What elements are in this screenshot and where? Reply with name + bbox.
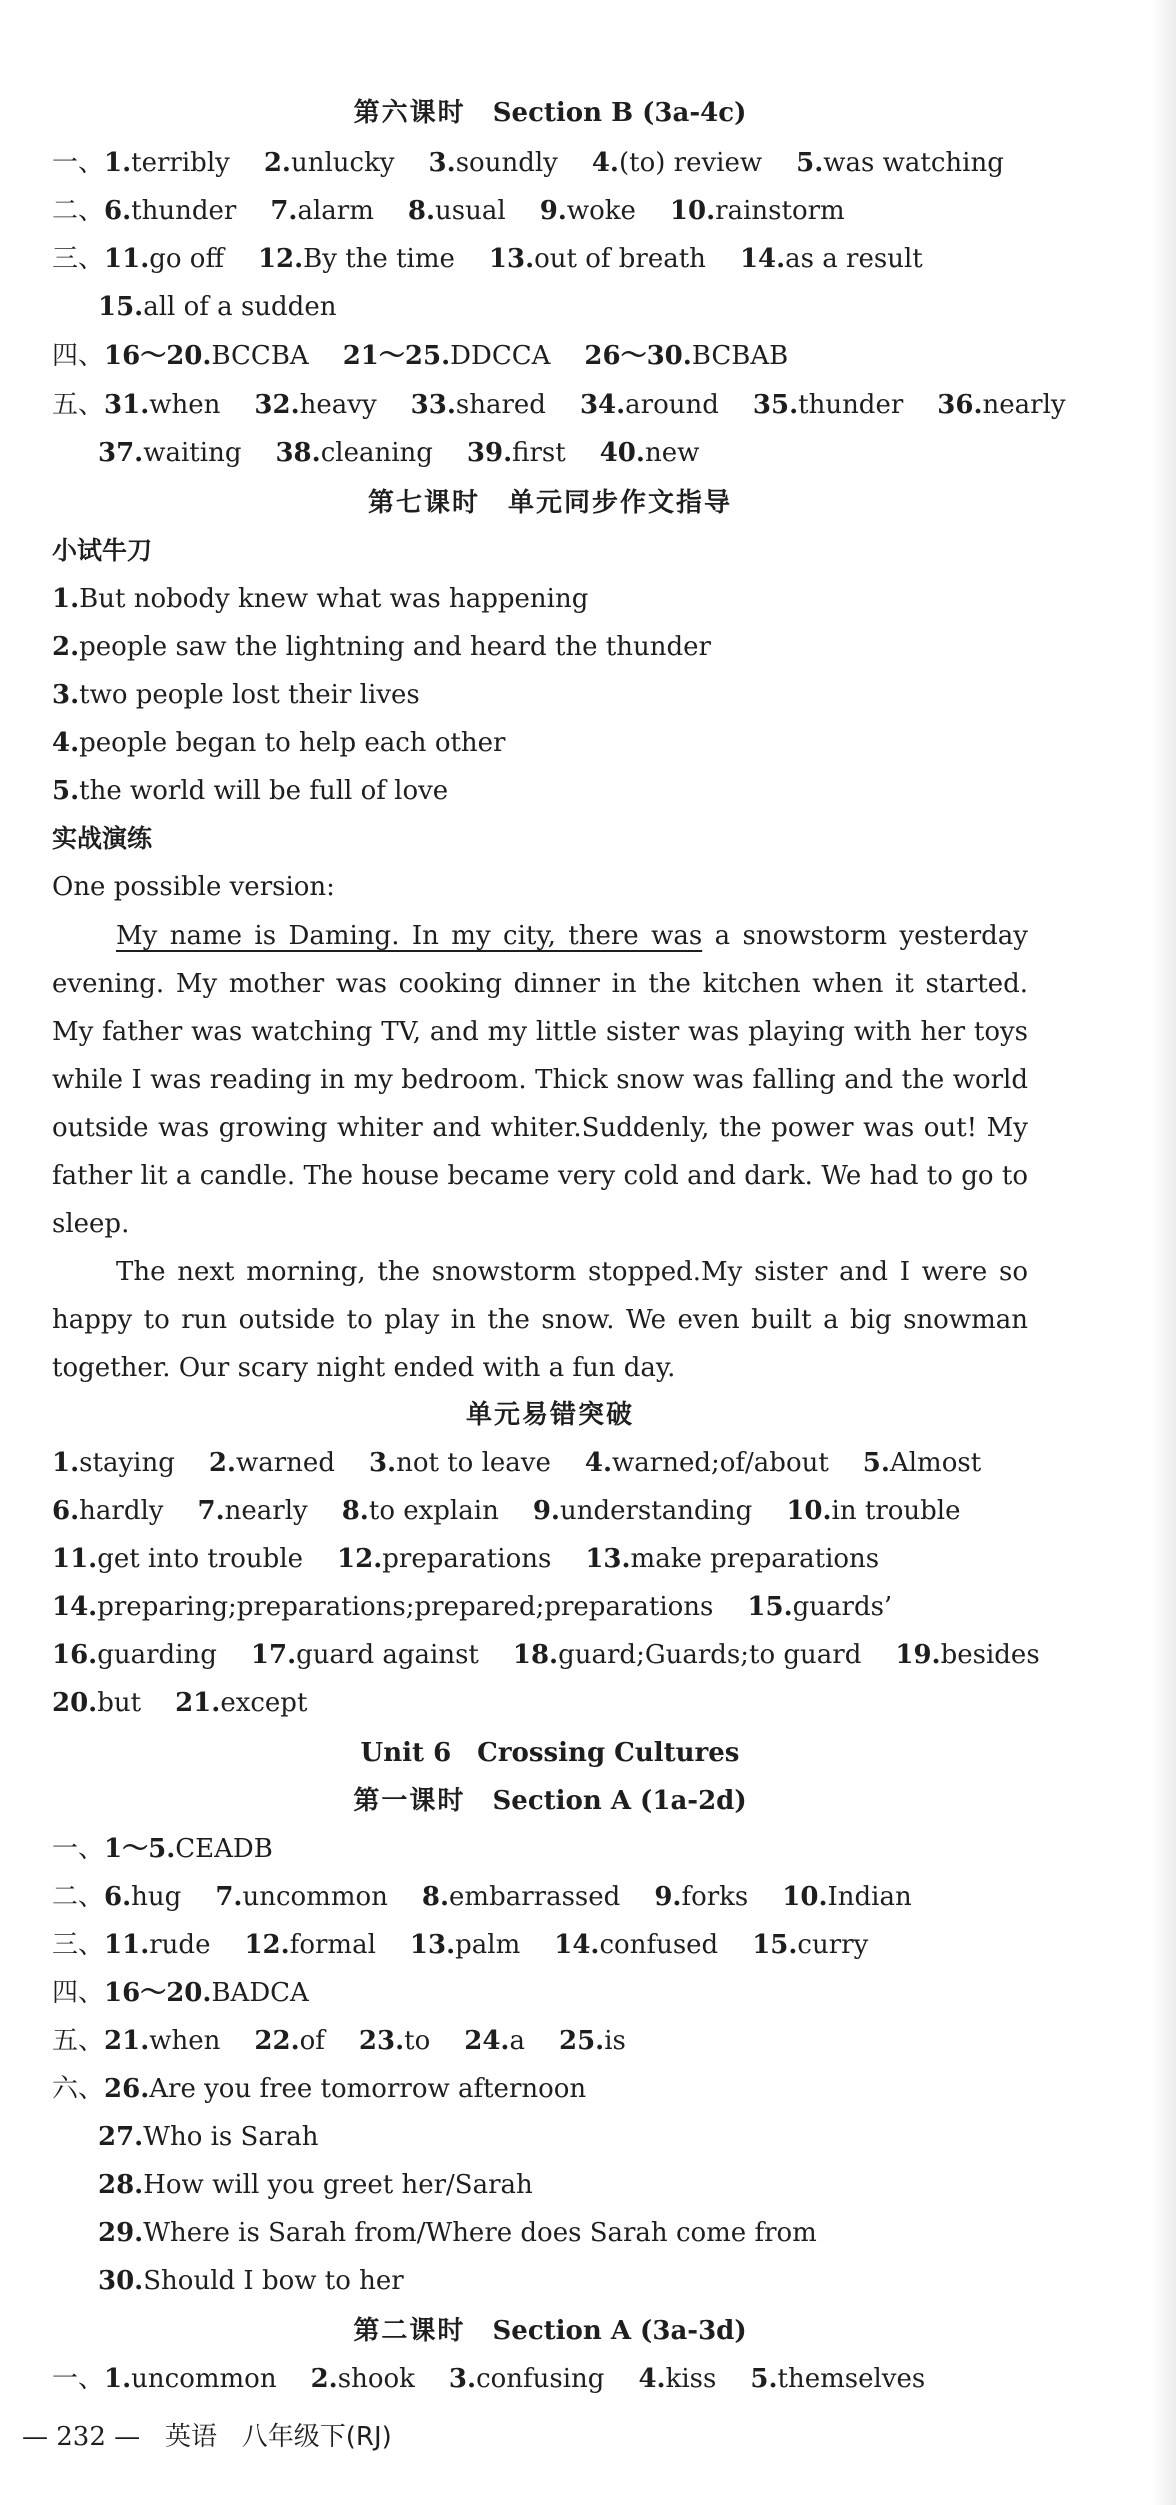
answer-text: warned;of/about: [612, 1448, 829, 1478]
answer-item: [104, 2074, 586, 2104]
answer-text: hardly: [79, 1496, 164, 1526]
part-label: 六、: [52, 2074, 105, 2104]
question-number: 38.: [275, 438, 321, 468]
question-number: 1.: [104, 148, 132, 178]
part-label: 一、: [52, 1834, 105, 1864]
question-number: 15.: [747, 1592, 793, 1622]
answer-row: [52, 146, 1004, 180]
answer-item: [52, 1544, 303, 1574]
page-edge-shadow: [1152, 0, 1176, 2505]
answer-item: [98, 2170, 533, 2200]
answer-row: [52, 339, 788, 373]
answer-text: understanding: [559, 1496, 753, 1526]
answer-text: to explain: [368, 1496, 499, 1526]
answer-item: [264, 148, 395, 178]
answer-text: Are you free tomorrow afternoon: [149, 2074, 587, 2104]
answer-item: [254, 390, 376, 420]
answer-item: [747, 1592, 892, 1622]
question-number: 13.: [488, 244, 535, 274]
page-number: — 232 —: [22, 2422, 141, 2452]
answer-text: was watching: [823, 148, 1004, 178]
answer-text: make preparations: [630, 1544, 880, 1574]
answer-item: [52, 1496, 163, 1526]
part-label: 五、: [52, 390, 105, 420]
answer-row: [52, 1542, 879, 1576]
answer-item: [251, 1640, 479, 1670]
part-label: 一、: [52, 148, 105, 178]
question-number: 26～30.: [584, 341, 692, 371]
answer-text: guards’: [792, 1592, 893, 1622]
question-number: 28.: [98, 2170, 144, 2200]
answer-item: [104, 1834, 273, 1864]
part-label: 二、: [52, 1882, 105, 1912]
question-number: 8.: [407, 196, 436, 226]
answer-text: Indian: [827, 1882, 912, 1912]
question-number: 10.: [782, 1882, 828, 1912]
answer-item: [337, 1544, 551, 1574]
list-item: 3.two people lost their lives: [52, 680, 420, 710]
answer-text: guarding: [97, 1640, 217, 1670]
part-label: 四、: [52, 1978, 105, 2008]
answer-item: [533, 1496, 753, 1526]
answer-text: Almost: [889, 1448, 982, 1478]
answer-item: [215, 1882, 388, 1912]
question-number: 2.: [263, 148, 291, 178]
section-title-u6s2: 第二课时 Section A (3a-3d): [353, 2316, 747, 2346]
answer-item: [411, 390, 546, 420]
answer-text: out of breath: [534, 244, 706, 274]
answer-row: [98, 2216, 817, 2250]
question-number: 19.: [895, 1640, 941, 1670]
question-number: 4.: [638, 2364, 666, 2394]
question-number: 6.: [104, 196, 132, 226]
list-item: 1.But nobody knew what was happening: [52, 584, 589, 614]
list-item: 4.people began to help each other: [52, 728, 506, 758]
answer-text: preparing;preparations;prepared;preparations: [97, 1592, 714, 1622]
question-number: 11.: [52, 1544, 98, 1574]
answer-item: [98, 438, 241, 468]
question-number: 17.: [250, 1640, 297, 1670]
answer-text: preparations: [382, 1544, 552, 1574]
answer-row: [52, 1638, 1040, 1672]
answer-item: [740, 244, 923, 274]
question-number: 2.: [310, 2364, 338, 2394]
question-number: 5.: [796, 148, 824, 178]
answer-item: [98, 2266, 404, 2296]
question-number: 21～25.: [342, 341, 451, 371]
answer-item: [104, 341, 309, 371]
part-label: 五、: [52, 2026, 105, 2056]
answer-row: [52, 1976, 309, 2010]
answer-text: unlucky: [290, 148, 395, 178]
question-number: 36.: [937, 390, 983, 420]
answer-item: [782, 1882, 911, 1912]
answer-item: [937, 390, 1065, 420]
answer-text: formal: [289, 1930, 376, 1960]
answer-row: [52, 1832, 273, 1866]
question-number: 12.: [257, 244, 304, 274]
question-number: 1.: [104, 2364, 132, 2394]
answer-text: Should I bow to her: [143, 2266, 404, 2296]
answer-item: [244, 1930, 375, 1960]
answer-item: [175, 1688, 307, 1718]
question-number: 21.: [104, 2026, 150, 2056]
answer-text: BADCA: [211, 1978, 309, 2008]
question-number: 13.: [409, 1930, 456, 1960]
question-number: 15.: [752, 1930, 798, 1960]
answer-row: [52, 1494, 961, 1528]
answer-text: shared: [455, 390, 546, 420]
answer-text: palm: [455, 1930, 521, 1960]
answer-text: besides: [940, 1640, 1040, 1670]
answer-item: [369, 1448, 551, 1478]
answer-item: [422, 1882, 620, 1912]
answer-item: [753, 390, 903, 420]
answer-item: [254, 2026, 325, 2056]
section-title-7: 第七课时 单元同步作文指导: [367, 488, 732, 518]
question-number: 4.: [584, 1448, 613, 1478]
answer-item: [750, 2364, 925, 2394]
question-number: 22.: [254, 2026, 300, 2056]
answer-text: all of a sudden: [143, 292, 337, 322]
answer-item: [104, 2026, 220, 2056]
answer-text: nearly: [224, 1496, 308, 1526]
answer-item: [449, 2364, 605, 2394]
question-number: 6.: [104, 1882, 132, 1912]
answer-item: [197, 1496, 307, 1526]
answer-item: [258, 244, 455, 274]
question-number: 25.: [559, 2026, 605, 2056]
subheading-try: 小试牛刀: [52, 536, 153, 565]
answer-item: [580, 390, 719, 420]
answer-text: Who is Sarah: [143, 2122, 319, 2152]
question-number: 23.: [358, 2026, 405, 2056]
answer-item: [359, 2026, 430, 2056]
answer-text: warned: [236, 1448, 335, 1478]
answer-item: [654, 1882, 748, 1912]
answer-row: [52, 1880, 912, 1914]
question-number: 39.: [466, 438, 513, 468]
part-label: 四、: [52, 341, 105, 371]
part-label: 三、: [52, 244, 105, 274]
question-number: 14.: [739, 244, 786, 274]
question-number: 34.: [579, 390, 626, 420]
answer-item: [464, 2026, 525, 2056]
answer-item: [98, 2218, 817, 2248]
list-item: 2.people saw the lightning and heard the thunder: [52, 632, 711, 662]
answer-text: thunder: [131, 196, 237, 226]
answer-text: soundly: [455, 148, 558, 178]
answer-text: BCCBA: [211, 341, 309, 371]
answer-text: themselves: [777, 2364, 926, 2394]
answer-item: [275, 438, 432, 468]
answer-text: uncommon: [131, 2364, 277, 2394]
answer-text: shook: [337, 2364, 415, 2394]
question-number: 3.: [428, 148, 456, 178]
question-number: 16～20.: [104, 341, 212, 371]
answer-item: [209, 1448, 335, 1478]
answer-text: is: [604, 2026, 626, 2056]
part-label: 三、: [52, 1930, 105, 1960]
answer-item: [429, 148, 558, 178]
answer-row: [52, 1686, 307, 1720]
answer-item: [410, 1930, 520, 1960]
answer-item: [752, 1930, 868, 1960]
answer-item: [513, 1640, 861, 1670]
answer-text: CEADB: [175, 1834, 273, 1864]
answer-text: of: [299, 2026, 325, 2056]
answer-text: How will you greet her/Sarah: [143, 2170, 533, 2200]
essay-intro: One possible version:: [52, 872, 335, 902]
question-number: 24.: [464, 2026, 510, 2056]
list-item: 5.the world will be full of love: [52, 776, 449, 806]
essay-paragraph-1: My name is Daming. In my city, there was a snowstorm yesterday evening. My mother was cooking dinner in the kitchen when it started. My father was watching TV, and my little sister was playing with her toys while I was reading in my bedroom. Thick snow was falling and the world outside was growing whiter and whiter.Suddenly, the power was out! My father lit a candle. The house became very cold and dark. We had to go to sleep.: [52, 921, 1028, 1239]
answer-item: [592, 148, 762, 178]
answer-text: cleaning: [320, 438, 433, 468]
answer-text: alarm: [297, 196, 374, 226]
answer-text: get into trouble: [97, 1544, 304, 1574]
question-number: 8.: [341, 1496, 369, 1526]
answer-text: to: [404, 2026, 431, 2056]
answer-item: [52, 1448, 175, 1478]
answer-item: [270, 196, 374, 226]
answer-item: [104, 390, 220, 420]
question-number: 26.: [104, 2074, 150, 2104]
page-footer: [22, 2416, 392, 2453]
answer-text: embarrassed: [449, 1882, 621, 1912]
answer-text: usual: [435, 196, 506, 226]
answer-text: (to) review: [619, 148, 763, 178]
question-number: 3.: [368, 1448, 397, 1478]
answer-item: [311, 2364, 415, 2394]
answer-row: [52, 1446, 981, 1480]
answer-item: [52, 1640, 217, 1670]
answer-row: [52, 1590, 892, 1624]
answer-item: [52, 1592, 713, 1622]
question-number: 9.: [654, 1882, 682, 1912]
answer-item: [342, 1496, 499, 1526]
answer-text: waiting: [143, 438, 242, 468]
answer-item: [343, 341, 551, 371]
answer-text: forks: [681, 1882, 749, 1912]
answer-item: [104, 1930, 210, 1960]
answer-item: [104, 244, 224, 274]
question-number: 9.: [539, 196, 567, 226]
answer-row: [52, 194, 845, 228]
question-number: 37.: [98, 438, 144, 468]
question-number: 2.: [208, 1448, 236, 1478]
answer-item: [585, 1544, 879, 1574]
answer-text: confusing: [476, 2364, 605, 2394]
answer-item: [104, 196, 236, 226]
section-title-errors: 单元易错突破: [465, 1400, 634, 1430]
question-number: 5.: [862, 1448, 890, 1478]
answer-row: [52, 1928, 868, 1962]
answer-row: [98, 2120, 319, 2154]
answer-text: rainstorm: [715, 196, 845, 226]
answer-item: [104, 1882, 181, 1912]
question-number: 11.: [104, 244, 150, 274]
answer-item: [585, 1448, 829, 1478]
answer-text: rude: [149, 1930, 211, 1960]
question-number: 16～20.: [104, 1978, 212, 2008]
answer-text: as a result: [785, 244, 923, 274]
answer-text: Where is Sarah from/Where does Sarah come from: [143, 2218, 817, 2248]
grade-label: 八年级下(RJ): [241, 2422, 392, 2452]
answer-item: [638, 2364, 716, 2394]
subheading-practice: 实战演练: [52, 824, 153, 853]
question-number: 11.: [104, 1930, 150, 1960]
answer-row: [52, 2362, 925, 2396]
answer-text: first: [512, 438, 566, 468]
answer-text: guard;Guards;to guard: [558, 1640, 862, 1670]
answer-item: [104, 2364, 277, 2394]
answer-text: go off: [149, 244, 224, 274]
question-number: 14.: [52, 1592, 98, 1622]
answer-item: [104, 1978, 309, 2008]
answer-text: around: [625, 390, 719, 420]
answer-item: [489, 244, 706, 274]
answer-text: in trouble: [831, 1496, 961, 1526]
answer-text: curry: [797, 1930, 869, 1960]
answer-item: [408, 196, 506, 226]
answer-row: [52, 2024, 626, 2058]
answer-item: [98, 2122, 319, 2152]
answer-text: kiss: [665, 2364, 717, 2394]
answer-text: By the time: [303, 244, 455, 274]
question-number: 18.: [512, 1640, 559, 1670]
answer-text: uncommon: [242, 1882, 388, 1912]
question-number: 12.: [337, 1544, 383, 1574]
answer-text: BCBAB: [691, 341, 789, 371]
subject-label: 英语: [164, 2422, 217, 2452]
question-number: 20.: [52, 1688, 98, 1718]
answer-row: [98, 2264, 404, 2298]
answer-item: [98, 292, 336, 322]
section-title-u6s1: 第一课时 Section A (1a-2d): [353, 1786, 747, 1816]
question-number: 3.: [448, 2364, 477, 2394]
question-number: 13.: [585, 1544, 631, 1574]
answer-text: nearly: [982, 390, 1066, 420]
question-number: 5.: [750, 2364, 778, 2394]
answer-item: [863, 1448, 981, 1478]
answer-text: confused: [599, 1930, 719, 1960]
part-label: 一、: [52, 2364, 105, 2394]
answer-text: woke: [566, 196, 636, 226]
answer-text: not to leave: [396, 1448, 551, 1478]
question-number: 16.: [52, 1640, 98, 1670]
question-number: 7.: [270, 196, 298, 226]
answer-item: [559, 2026, 626, 2056]
answer-row: [52, 242, 923, 276]
answer-text: DDCCA: [450, 341, 551, 371]
unit-title: Unit 6 Crossing Cultures: [360, 1738, 740, 1768]
question-number: 32.: [254, 390, 300, 420]
answer-text: when: [149, 390, 221, 420]
answer-text: new: [644, 438, 700, 468]
question-number: 14.: [554, 1930, 600, 1960]
answer-text: guard against: [296, 1640, 479, 1670]
answer-item: [786, 1496, 960, 1526]
question-number: 10.: [786, 1496, 832, 1526]
answer-item: [584, 341, 788, 371]
question-number: 7.: [197, 1496, 225, 1526]
answer-text: hug: [131, 1882, 182, 1912]
question-number: 1～5.: [104, 1834, 176, 1864]
question-number: 35.: [752, 390, 799, 420]
answer-item: [554, 1930, 718, 1960]
answer-text: staying: [79, 1448, 175, 1478]
answer-text: a: [509, 2026, 525, 2056]
question-number: 31.: [104, 390, 150, 420]
answer-text: when: [149, 2026, 221, 2056]
question-number: 21.: [175, 1688, 221, 1718]
answer-item: [540, 196, 636, 226]
question-number: 29.: [98, 2218, 144, 2248]
answer-row: [98, 2168, 533, 2202]
answer-row: [52, 388, 1066, 422]
answer-text: except: [220, 1688, 308, 1718]
question-number: 33.: [410, 390, 456, 420]
essay-paragraph-2: The next morning, the snowstorm stopped.My sister and I were so happy to run outside to play in the snow. We even built a big snowman together. Our scary night ended with a fun day.: [52, 1257, 1028, 1383]
part-label: 二、: [52, 196, 105, 226]
answer-item: [600, 438, 700, 468]
question-number: 6.: [52, 1496, 80, 1526]
question-number: 15.: [98, 292, 144, 322]
answer-item: [670, 196, 845, 226]
question-number: 10.: [669, 196, 716, 226]
answer-text: but: [97, 1688, 142, 1718]
answer-item: [895, 1640, 1039, 1670]
answer-item: [52, 1688, 141, 1718]
answer-item: [467, 438, 566, 468]
answer-row: [98, 290, 336, 324]
question-number: 4.: [591, 148, 619, 178]
answer-text: terribly: [131, 148, 230, 178]
question-number: 12.: [244, 1930, 290, 1960]
answer-row: [52, 2072, 586, 2106]
answer-text: thunder: [798, 390, 904, 420]
answer-row: [98, 436, 699, 470]
answer-text: heavy: [299, 390, 377, 420]
answer-item: [796, 148, 1004, 178]
question-number: 8.: [421, 1882, 450, 1912]
question-number: 40.: [599, 438, 645, 468]
question-number: 9.: [532, 1496, 560, 1526]
section-title-6b: 第六课时 Section B (3a-4c): [353, 98, 747, 128]
question-number: 30.: [98, 2266, 144, 2296]
answer-item: [104, 148, 230, 178]
question-number: 1.: [52, 1448, 80, 1478]
question-number: 27.: [98, 2122, 144, 2152]
question-number: 7.: [215, 1882, 243, 1912]
